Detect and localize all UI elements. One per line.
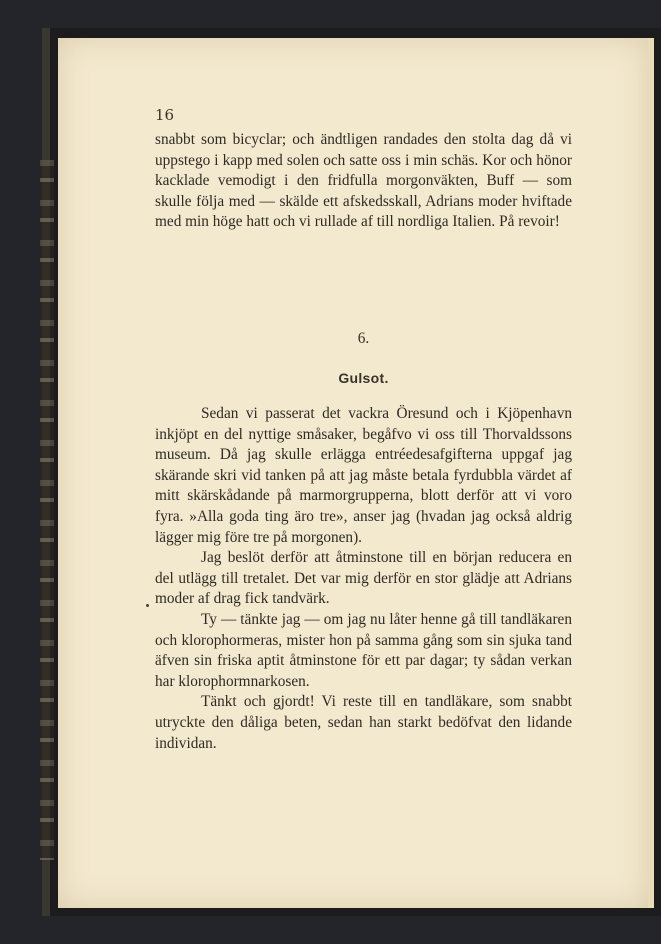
intro-text-block <box>155 130 572 233</box>
paragraph-3: Ty — tänkte jag — om jag nu låter henne gå till tandläkaren och klorophormeras, mister hon på samma gång som sin sjuka tand äfven sin friska aptit åtminstone för ett par dagar; ty sådan verkan har klorophormnarkosen. <box>155 610 572 690</box>
paragraph-2: Jag beslöt derför att åtminstone till en början reducera en del utlägg till tretalet. Det var mig derför en stor glädje att Adrians moder af drag fick tandvärk. <box>155 549 572 608</box>
spine-decoration <box>40 160 54 860</box>
section-number: 6. <box>357 330 370 347</box>
section-title: Gulsot. <box>338 370 389 386</box>
paragraph-intro: snabbt som bicyclar; och ändtligen randades den stolta dag då vi uppstego i kapp med solen och satte oss i min schäs. Kor och hönor kacklade vemodigt i den fridfulla morgonväkten, Buff — som skulle följa med — skälde ett afskedsskall, Adrians moder hviftade med min höge hatt och vi rullade af till nordliga Italien. På revoir! <box>155 131 572 231</box>
chapter-text-block <box>155 404 572 754</box>
page-number: 16 <box>155 106 175 124</box>
paragraph-4: Tänkt och gjordt! Vi reste till en tandläkare, som snabbt utryckte den dåliga beten, sedan han starkt bedöfvat den lidande individan. <box>155 693 572 752</box>
margin-speck <box>146 604 149 607</box>
paragraph-1: Sedan vi passerat det vackra Öresund och i Kjöpenhavn inkjöpt en del nyttige småsaker, begåfvo vi oss till Thorvaldssons museum. Då jag skulle erlägga entréedesafgifterna uppgaf jag skärande skri vid tanken på att jag måste betala fyrdubbla värdet af mitt skärskådande på marmorgrupperna, blott derför att vi voro fyra. »Alla goda ting äro tre», anser jag (hvadan jag också aldrig lägger mig före tre på morgonen). <box>155 405 572 546</box>
